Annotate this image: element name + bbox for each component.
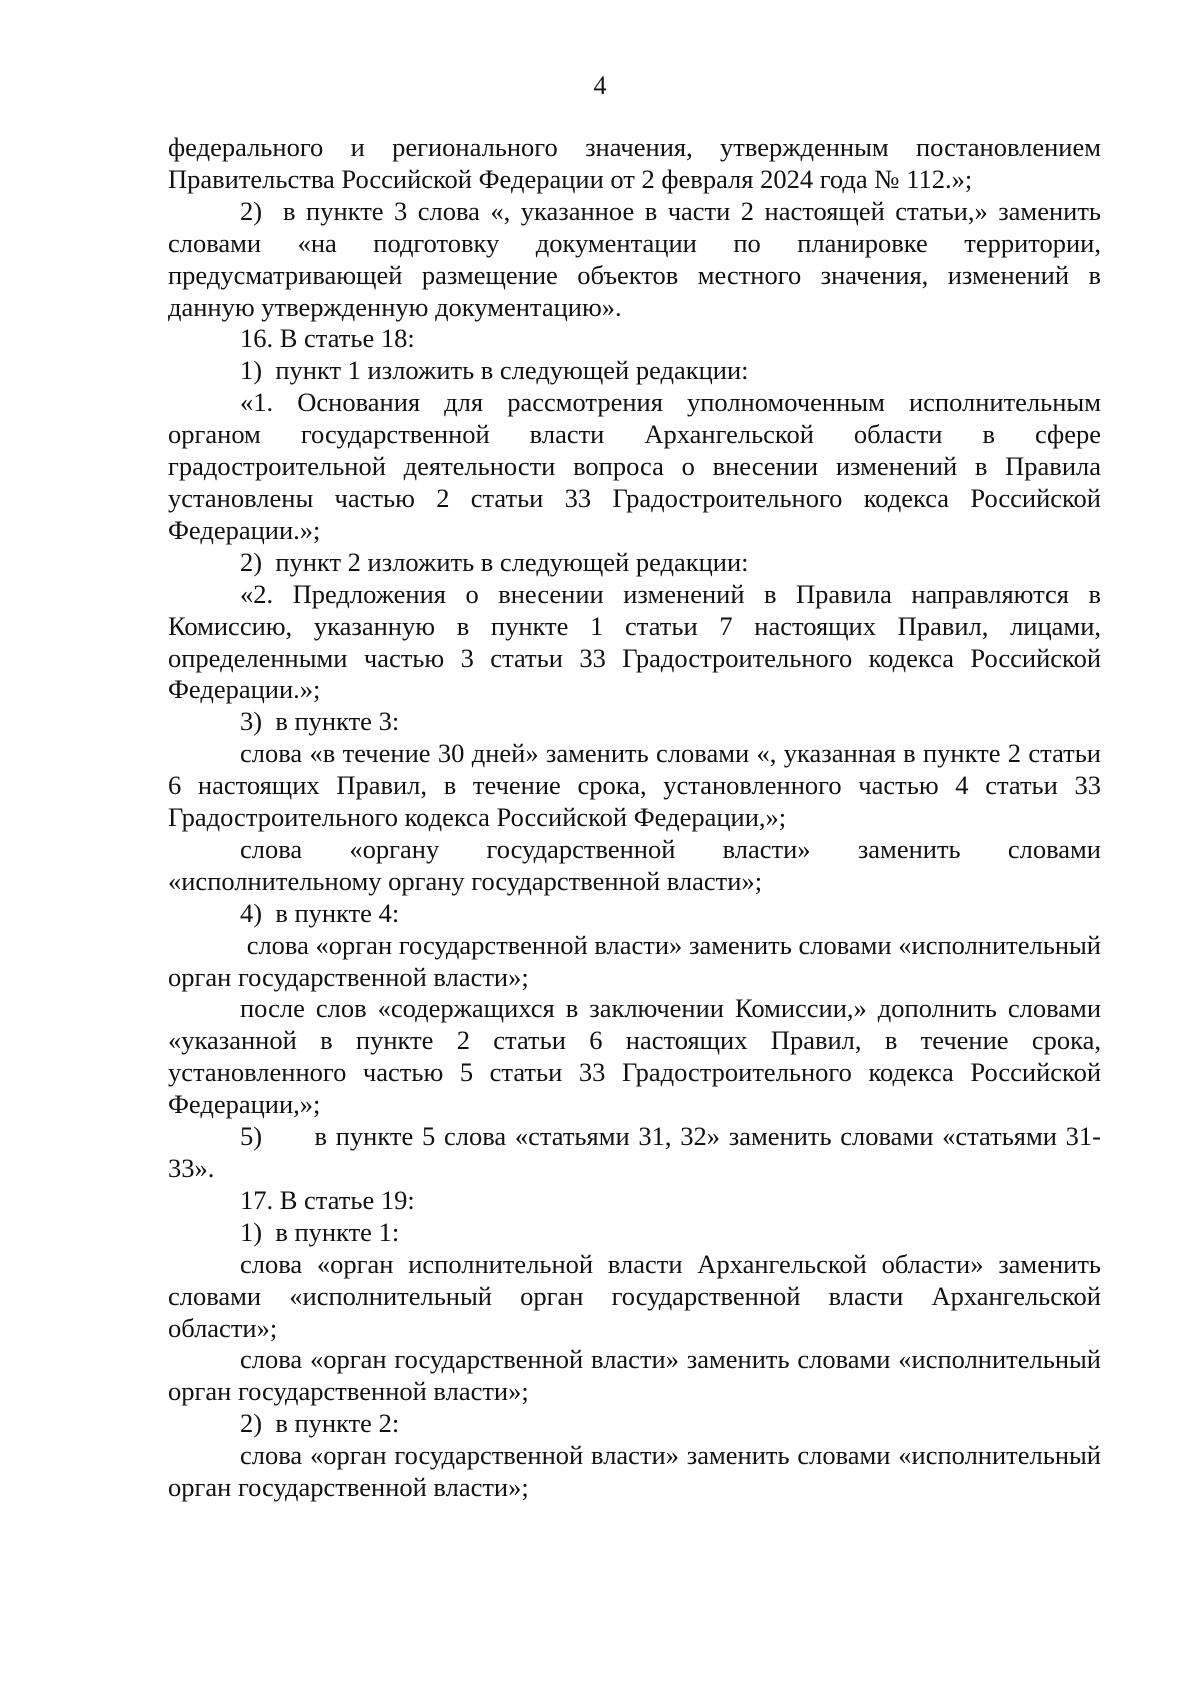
paragraph: слова «в течение 30 дней» заменить словами «, указанная в пункте 2 статьи 6 настоящих Правил, в течение срока, установленного частью 4 статьи 33 Градостроительного кодекса Российской Федерации,»; bbox=[168, 738, 1101, 833]
list-item: 2) в пункте 2: bbox=[240, 1408, 400, 1439]
list-item: 1) в пункте 1: bbox=[240, 1216, 400, 1247]
section-heading: 17. В статье 19: bbox=[240, 1184, 415, 1215]
list-item: 3) в пункте 3: bbox=[240, 706, 400, 737]
paragraph: слова «орган государственной власти» заменить словами «исполнительный орган государственной власти»; bbox=[168, 1440, 1101, 1503]
paragraph: федерального и регионального значения, утвержденным постановлением Правительства Российской Федерации от 2 февраля 2024 года № 112.»; bbox=[168, 132, 1101, 194]
list-item: 1) пункт 1 изложить в следующей редакции: bbox=[240, 355, 749, 386]
list-item: 5) в пункте 5 слова «статьями 31, 32» заменить словами «статьями 31-33». bbox=[168, 1121, 1101, 1183]
document-body bbox=[168, 132, 1101, 1504]
paragraph: после слов «содержащихся в заключении Комиссии,» дополнить словами «указанной в пункте 2 статьи 6 настоящих Правил, в течение срока, установленного частью 5 статьи 33 Градостроительного кодекса Российской Федерации,»; bbox=[168, 993, 1101, 1120]
list-item: 4) в пункте 4: bbox=[240, 897, 400, 928]
list-item: 2) пункт 2 изложить в следующей редакции: bbox=[240, 546, 749, 577]
quoted-paragraph: «1. Основания для рассмотрения уполномоченным исполнительным органом государственной власти Архангельской области в сфере градостроительной деятельности вопроса о внесении изменений в Правила установлены частью 2 статьи 33 Градостроительного кодекса Российской Федерации.»; bbox=[168, 387, 1101, 545]
paragraph: 2) в пункте 3 слова «, указанное в части 2 настоящей статьи,» заменить словами «на подготовку документации по планировке территории, предусматривающей размещение объектов местного значения, изменений в данную утвержденную документацию». bbox=[168, 195, 1101, 322]
page-number: 4 bbox=[593, 71, 607, 100]
paragraph: слова «орган государственной власти» заменить словами «исполнительный орган государственной власти»; bbox=[168, 1344, 1101, 1407]
section-heading: 16. В статье 18: bbox=[240, 323, 415, 354]
paragraph: слова «орган государственной власти» заменить словами «исполнительный орган государственной власти»; bbox=[168, 929, 1101, 992]
paragraph: слова «орган исполнительной власти Архангельской области» заменить словами «исполнительный орган государственной власти Архангельской области»; bbox=[168, 1248, 1101, 1343]
quoted-paragraph: «2. Предложения о внесении изменений в Правила направляются в Комиссию, указанную в пункте 1 статьи 7 настоящих Правил, лицами, определенными частью 3 статьи 33 Градостроительного кодекса Российской Федерации.»; bbox=[168, 578, 1101, 705]
paragraph: слова «органу государственной власти» заменить словами «исполнительному органу государственной власти»; bbox=[168, 833, 1101, 896]
